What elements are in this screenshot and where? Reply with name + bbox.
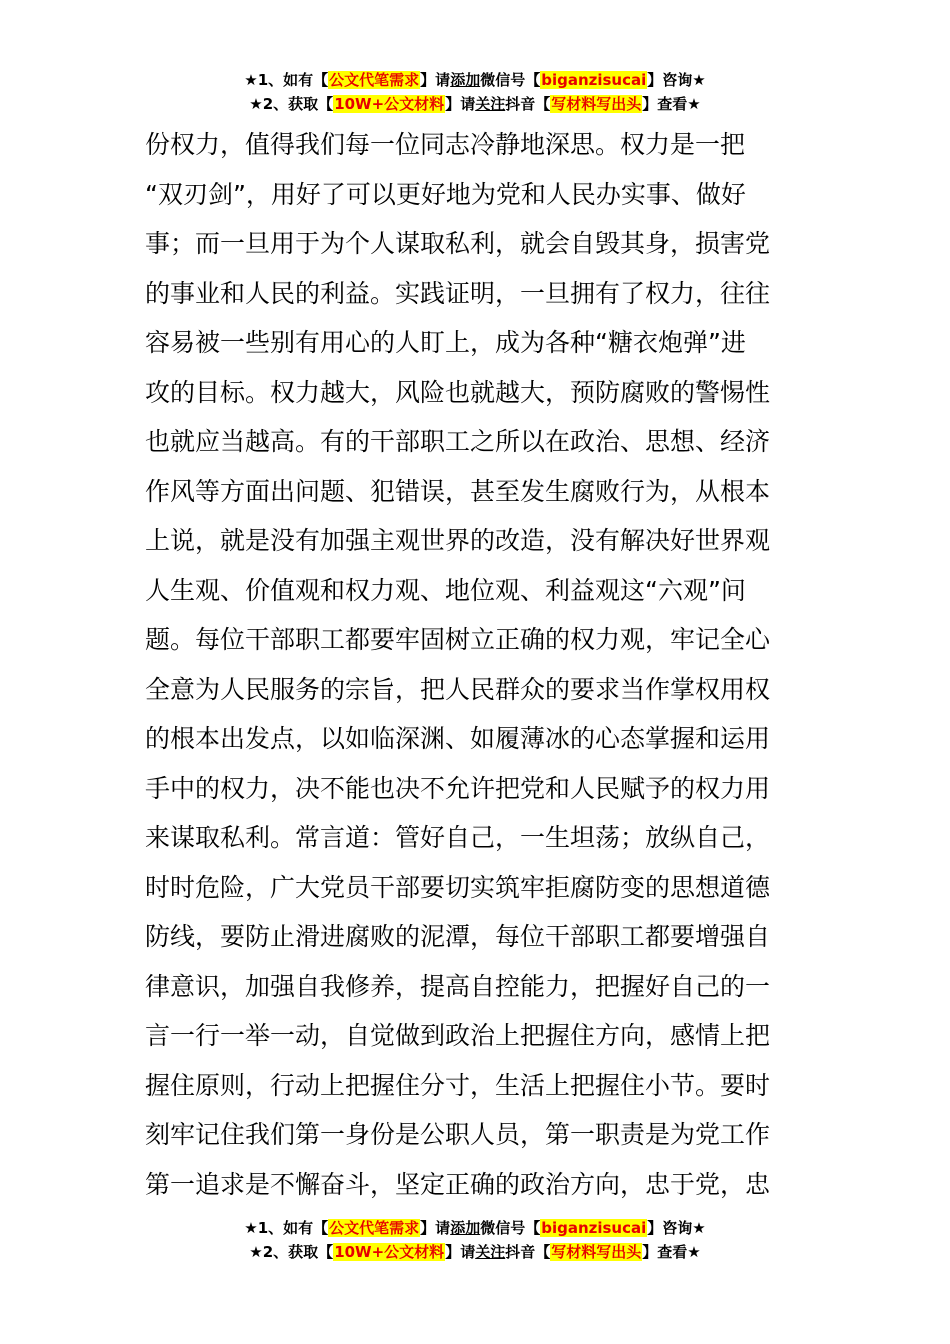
footer-line-2-post: 】查看★ bbox=[642, 1243, 701, 1261]
body-line: 全意为人民服务的宗旨，把人民群众的要求当作掌权用权 bbox=[145, 674, 771, 704]
footer-line-2-mid: 】请 bbox=[445, 1243, 476, 1261]
header-banner bbox=[0, 68, 950, 116]
body-line: 容易被一些别有用心的人盯上，成为各种“糖衣炮弹”进 bbox=[145, 328, 746, 357]
body-line: 人生观、价值观和权力观、地位观、利益观这“六观”问 bbox=[145, 575, 746, 605]
header-line-2-pre: ★2、获取【 bbox=[249, 95, 334, 113]
body-line: 作风等方面出问题、犯错误，甚至发生腐败行为，从根本 bbox=[145, 476, 771, 506]
footer-line-1-post: 】咨询★ bbox=[647, 1219, 706, 1237]
header-line-2-mid: 】请 bbox=[445, 95, 476, 113]
body-line: “双刃剑”，用好了可以更好地为党和人民办实事、做好 bbox=[145, 179, 746, 209]
footer-line-1 bbox=[0, 1216, 950, 1240]
header-line-1 bbox=[0, 68, 950, 92]
underlined-follow: 关注 bbox=[475, 95, 506, 113]
underlined-add: 添加 bbox=[450, 71, 481, 89]
highlight-service: 公文代笔需求 bbox=[329, 1219, 420, 1237]
header-line-2-mid2: 抖音【 bbox=[505, 95, 551, 113]
body-line: 事；而一旦用于为个人谋取私利，就会自毁其身，损害党 bbox=[145, 229, 771, 258]
body-line: 的根本出发点，以如临深渊、如履薄冰的心态掌握和运用 bbox=[145, 724, 771, 753]
footer-line-2-mid2: 抖音【 bbox=[505, 1243, 551, 1261]
body-line: 刻牢记住我们第一身份是公职人员，第一职责是为党工作 bbox=[145, 1120, 771, 1149]
footer-line-2-pre: ★2、获取【 bbox=[249, 1243, 334, 1261]
underlined-follow: 关注 bbox=[475, 1243, 506, 1261]
highlight-wechat-id: biganzisucai bbox=[541, 1219, 647, 1237]
highlight-douyin-name: 写材料写出头 bbox=[551, 1243, 642, 1261]
body-line: 上说，就是没有加强主观世界的改造，没有解决好世界观 bbox=[145, 526, 771, 555]
body-line: 时时危险，广大党员干部要切实筑牢拒腐防变的思想道德 bbox=[145, 872, 771, 902]
header-line-1-post: 】咨询★ bbox=[647, 71, 706, 89]
body-line: 也就应当越高。有的干部职工之所以在政治、思想、经济 bbox=[145, 427, 771, 456]
header-line-1-pre: ★1、如有【 bbox=[244, 71, 329, 89]
highlight-douyin-name: 写材料写出头 bbox=[551, 95, 642, 113]
body-line: 防线，要防止滑进腐败的泥潭，每位干部职工都要增强自 bbox=[145, 922, 771, 951]
footer-line-1-pre: ★1、如有【 bbox=[244, 1219, 329, 1237]
body-line: 言一行一举一动，自觉做到政治上把握住方向，感情上把 bbox=[145, 1021, 771, 1050]
body-line: 手中的权力，决不能也决不允许把党和人民赋予的权力用 bbox=[145, 773, 771, 803]
body-line: 握住原则，行动上把握住分寸，生活上把握住小节。要时 bbox=[145, 1070, 771, 1100]
body-line: 题。每位干部职工都要牢固树立正确的权力观，牢记全心 bbox=[145, 625, 771, 654]
highlight-service: 公文代笔需求 bbox=[329, 71, 420, 89]
header-line-1-mid2: 微信号【 bbox=[480, 71, 541, 89]
footer-line-1-mid: 】请 bbox=[420, 1219, 451, 1237]
underlined-add: 添加 bbox=[450, 1219, 481, 1237]
highlight-materials: 10W+公文材料 bbox=[334, 1243, 445, 1261]
footer-line-1-mid2: 微信号【 bbox=[480, 1219, 541, 1237]
header-line-2 bbox=[0, 92, 950, 116]
footer-line-2 bbox=[0, 1240, 950, 1264]
body-line: 的事业和人民的利益。实践证明，一旦拥有了权力，往往 bbox=[145, 278, 771, 308]
body-line: 来谋取私利。常言道：管好自己，一生坦荡；放纵自己， bbox=[145, 823, 771, 852]
body-line: 律意识，加强自我修养，提高自控能力，把握好自己的一 bbox=[145, 971, 771, 1001]
body-line: 攻的目标。权力越大，风险也就越大，预防腐败的警惕性 bbox=[145, 377, 771, 407]
highlight-wechat-id: biganzisucai bbox=[541, 71, 647, 89]
highlight-materials: 10W+公文材料 bbox=[334, 95, 445, 113]
footer-banner bbox=[0, 1216, 950, 1264]
header-line-1-mid: 】请 bbox=[420, 71, 451, 89]
document-body bbox=[145, 120, 815, 1209]
header-line-2-post: 】查看★ bbox=[642, 95, 701, 113]
body-line: 第一追求是不懈奋斗，坚定正确的政治方向，忠于党，忠 bbox=[145, 1169, 771, 1199]
body-line: 份权力，值得我们每一位同志冷静地深思。权力是一把 bbox=[145, 130, 746, 159]
